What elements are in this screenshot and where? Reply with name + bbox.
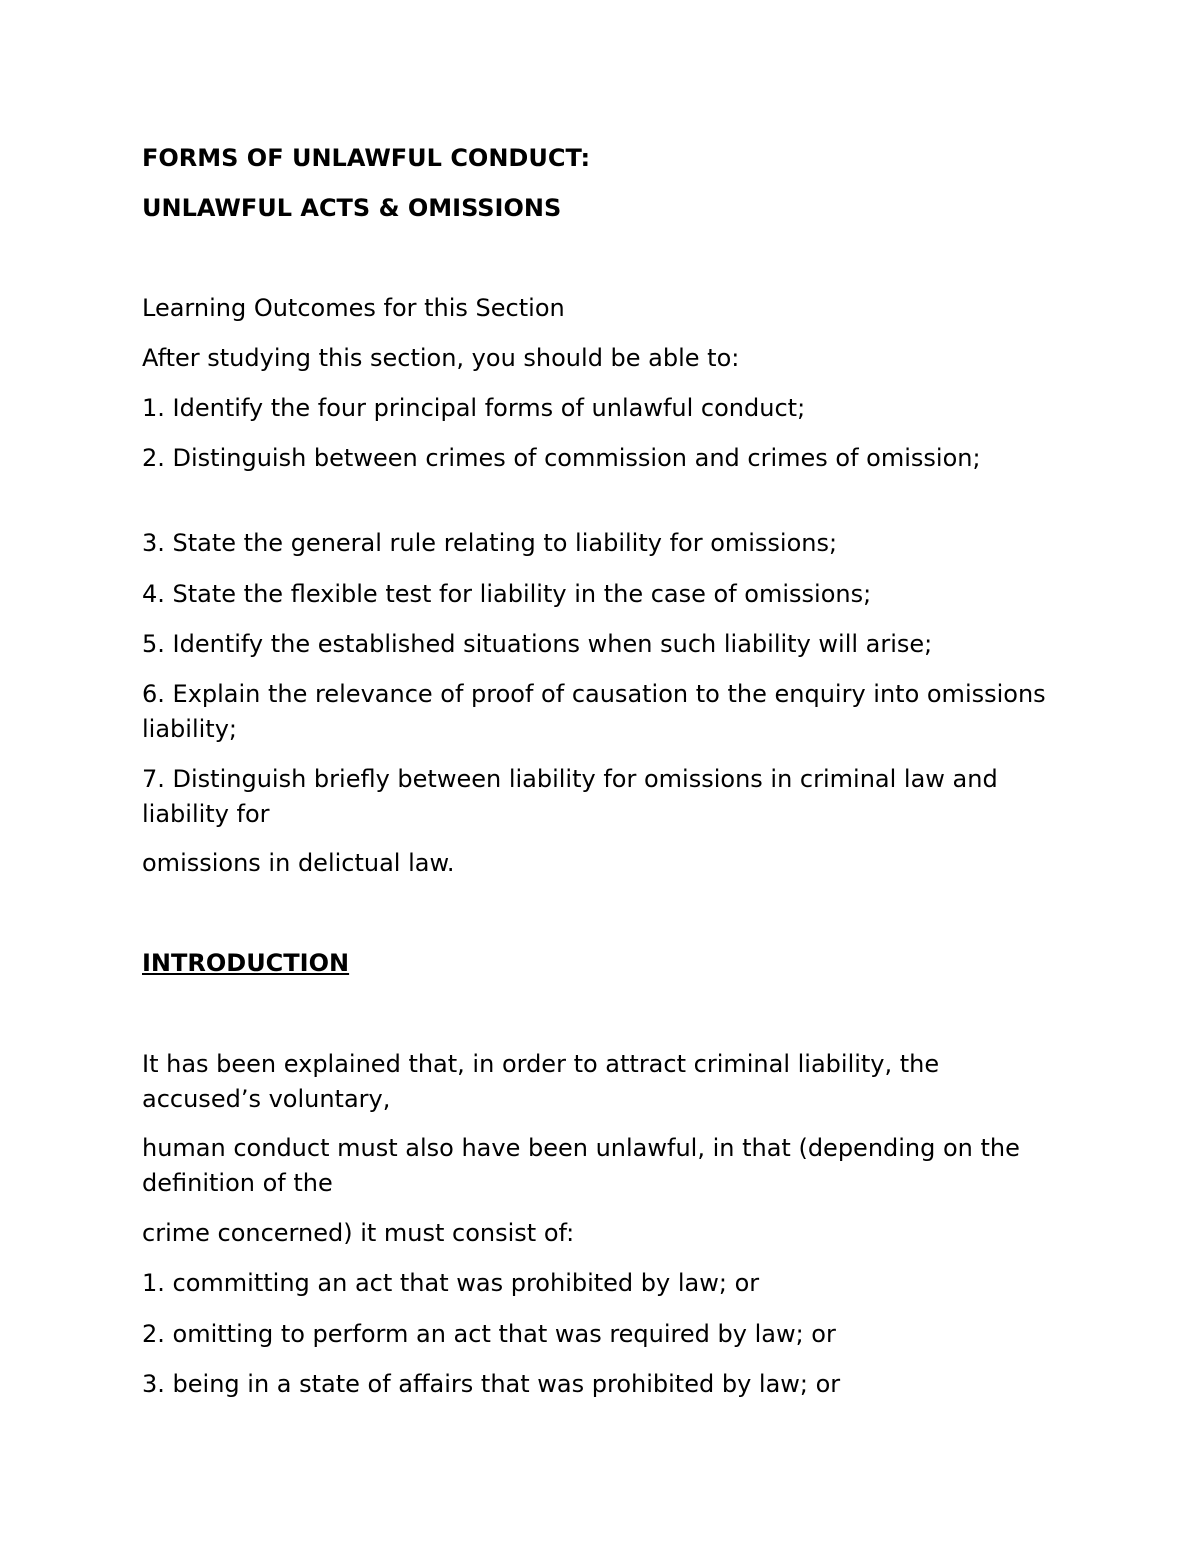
outcome-item-7: 7. Distinguish briefly between liability for omissions in criminal law and liability for: [142, 765, 998, 828]
title-line-2: UNLAWFUL ACTS & OMISSIONS: [142, 194, 562, 222]
outcome-item-1: 1. Identify the four principal forms of unlawful conduct;: [142, 394, 806, 422]
intro-list-item-3: 3. being in a state of affairs that was prohibited by law; or: [142, 1370, 841, 1398]
intro-paragraph-3: crime concerned) it must consist of:: [142, 1219, 575, 1247]
outcomes-intro: After studying this section, you should be able to:: [142, 344, 740, 372]
outcome-item-3: 3. State the general rule relating to liability for omissions;: [142, 529, 838, 557]
outcome-item-5: 5. Identify the established situations when such liability will arise;: [142, 630, 933, 658]
outcome-item-2: 2. Distinguish between crimes of commission and crimes of omission;: [142, 444, 981, 472]
intro-list-item-1: 1. committing an act that was prohibited by law; or: [142, 1269, 760, 1297]
outcome-item-7-continued: omissions in delictual law.: [142, 849, 455, 877]
intro-list-item-2: 2. omitting to perform an act that was required by law; or: [142, 1320, 836, 1348]
intro-paragraph-2: human conduct must also have been unlawful, in that (depending on the definition of the: [142, 1134, 1020, 1197]
outcomes-heading: Learning Outcomes for this Section: [142, 294, 565, 322]
outcome-item-4: 4. State the flexible test for liability in the case of omissions;: [142, 580, 872, 608]
title-line-1: FORMS OF UNLAWFUL CONDUCT:: [142, 144, 591, 172]
introduction-heading: INTRODUCTION: [142, 949, 350, 977]
intro-paragraph-1: It has been explained that, in order to attract criminal liability, the accused’s voluntary,: [142, 1050, 940, 1113]
outcome-item-6: 6. Explain the relevance of proof of causation to the enquiry into omissions liability;: [142, 680, 1046, 743]
